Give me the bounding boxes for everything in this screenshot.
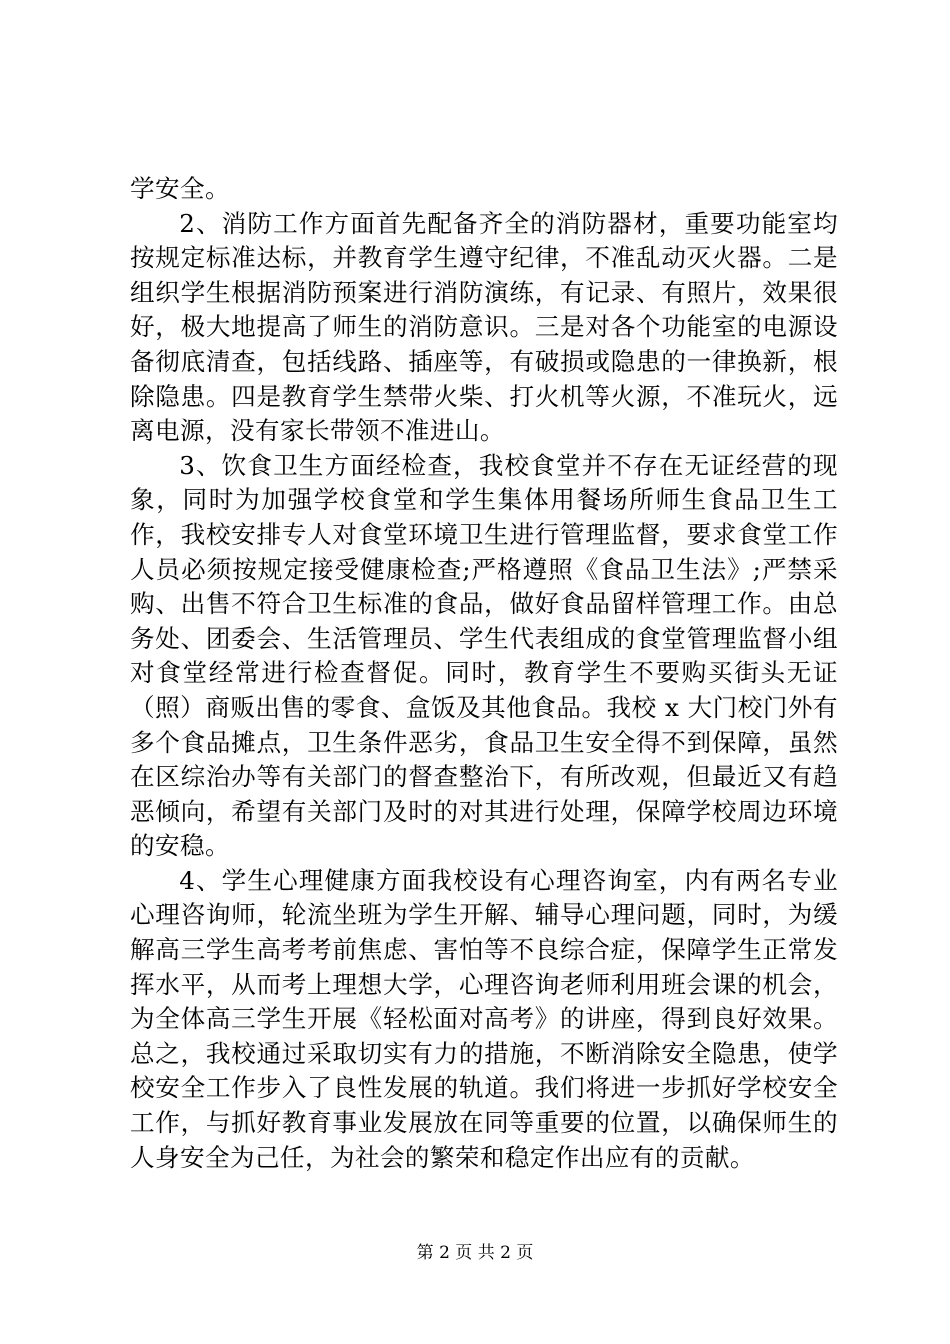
paragraph-fire-safety: 2、消防工作方面首先配备齐全的消防器材，重要功能室均按规定标准达标，并教育学生遵守纪律，不准乱动灭火器。二是组织学生根据消防预案进行消防演练，有记录、有照片，效果很好，极大地提高了师生的消防意识。三是对各个功能室的电源设备彻底清查，包括线路、插座等，有破损或隐患的一律换新，根除隐患。四是教育学生禁带火柴、打火机等火源，不准玩火，远离电源，没有家长带领不准进山。	[130, 208, 838, 446]
paragraph-food-hygiene: 3、饮食卫生方面经检查，我校食堂并不存在无证经营的现象，同时为加强学校食堂和学生集体用餐场所师生食品卫生工作，我校安排专人对食堂环境卫生进行管理监督，要求食堂工作人员必须按规定接受健康检查;严格遵照《食品卫生法》;严禁采购、出售不符合卫生标准的食品，做好食品留样管理工作。由总务处、团委会、生活管理员、学生代表组成的食堂管理监督小组对食堂经常进行检查督促。同时，教育学生不要购买街头无证（照）商贩出售的零食、盒饭及其他食品。我校 x 大门校门外有多个食品摊点，卫生条件恶劣，食品卫生安全得不到保障，虽然在区综治办等有关部门的督查整治下，有所改观，但最近又有趋恶倾向，希望有关部门及时的对其进行处理，保障学校周边环境的安稳。	[130, 450, 838, 861]
page-footer: 第 2 页 共 2 页	[416, 1243, 534, 1263]
paragraph-continuation: 学安全。	[130, 174, 230, 203]
paragraph-mental-health: 4、学生心理健康方面我校设有心理咨询室，内有两名专业心理咨询师，轮流坐班为学生开解、辅导心理问题，同时，为缓解高三学生高考考前焦虑、害怕等不良综合症，保障学生正常发挥水平，从而考上理想大学，心理咨询老师利用班会课的机会，为全体高三学生开展《轻松面对高考》的讲座，得到良好效果。总之，我校通过采取切实有力的措施，不断消除安全隐患，使学校安全工作步入了良性发展的轨道。我们将进一步抓好学校安全工作，与抓好教育事业发展放在同等重要的位置，以确保师生的人身安全为己任，为社会的繁荣和稳定作出应有的贡献。	[130, 865, 838, 1172]
document-body	[130, 172, 838, 1175]
